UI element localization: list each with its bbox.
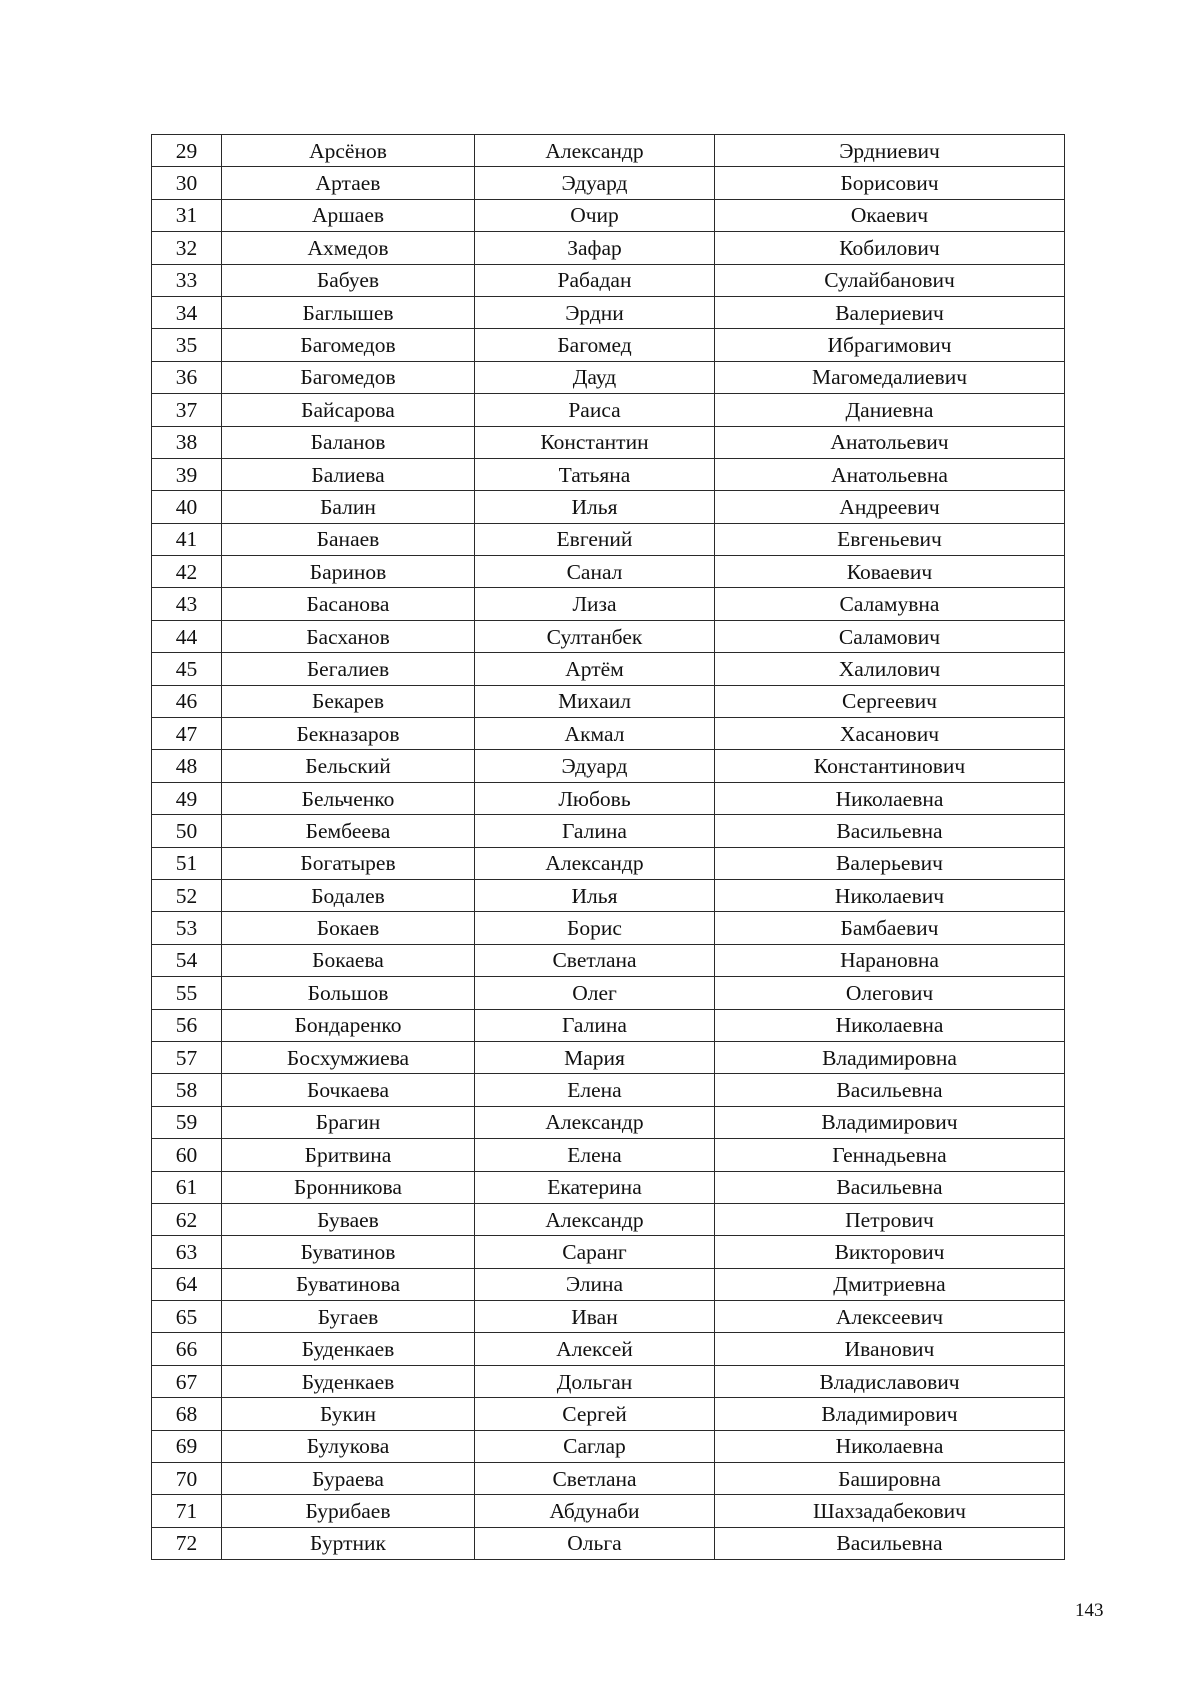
row-number-cell: 70 [152,1463,222,1495]
patronymic-cell: Анатольевна [715,458,1065,490]
table-row [152,1268,1065,1300]
row-number-cell: 63 [152,1236,222,1268]
last-name-cell: Бураева [222,1463,475,1495]
table-row [152,847,1065,879]
patronymic-cell: Владиславович [715,1365,1065,1397]
patronymic-cell: Хасанович [715,718,1065,750]
row-number-cell: 53 [152,912,222,944]
first-name-cell: Абдунаби [475,1495,715,1527]
table-row [152,815,1065,847]
table-row [152,1041,1065,1073]
table-row [152,718,1065,750]
last-name-cell: Бурибаев [222,1495,475,1527]
table-row [152,1527,1065,1559]
first-name-cell: Санал [475,556,715,588]
first-name-cell: Иван [475,1301,715,1333]
page-number: 143 [1075,1600,1104,1621]
table-row [152,394,1065,426]
table-row [152,264,1065,296]
table-row [152,1301,1065,1333]
row-number-cell: 67 [152,1365,222,1397]
patronymic-cell: Бамбаевич [715,912,1065,944]
first-name-cell: Татьяна [475,458,715,490]
patronymic-cell: Васильевна [715,1074,1065,1106]
patronymic-cell: Шахзадабекович [715,1495,1065,1527]
last-name-cell: Балиева [222,458,475,490]
row-number-cell: 31 [152,199,222,231]
last-name-cell: Бабуев [222,264,475,296]
table-row [152,556,1065,588]
first-name-cell: Александр [475,1106,715,1138]
row-number-cell: 39 [152,458,222,490]
patronymic-cell: Анатольевич [715,426,1065,458]
row-number-cell: 58 [152,1074,222,1106]
first-name-cell: Елена [475,1139,715,1171]
patronymic-cell: Викторович [715,1236,1065,1268]
first-name-cell: Эдуард [475,750,715,782]
table-row [152,782,1065,814]
last-name-cell: Бельченко [222,782,475,814]
first-name-cell: Акмал [475,718,715,750]
names-table [151,134,1065,1560]
last-name-cell: Бондаренко [222,1009,475,1041]
first-name-cell: Мария [475,1041,715,1073]
patronymic-cell: Константинович [715,750,1065,782]
last-name-cell: Бекарев [222,685,475,717]
first-name-cell: Султанбек [475,620,715,652]
patronymic-cell: Саламович [715,620,1065,652]
patronymic-cell: Владимирович [715,1398,1065,1430]
first-name-cell: Рабадан [475,264,715,296]
table-row [152,1365,1065,1397]
first-name-cell: Саранг [475,1236,715,1268]
table-row [152,653,1065,685]
first-name-cell: Сергей [475,1398,715,1430]
patronymic-cell: Николаевич [715,879,1065,911]
table-row [152,1495,1065,1527]
row-number-cell: 59 [152,1106,222,1138]
last-name-cell: Буртник [222,1527,475,1559]
row-number-cell: 57 [152,1041,222,1073]
last-name-cell: Баланов [222,426,475,458]
last-name-cell: Баринов [222,556,475,588]
patronymic-cell: Николаевна [715,1009,1065,1041]
last-name-cell: Багомедов [222,361,475,393]
first-name-cell: Елена [475,1074,715,1106]
last-name-cell: Басханов [222,620,475,652]
first-name-cell: Эрдни [475,296,715,328]
first-name-cell: Галина [475,1009,715,1041]
patronymic-cell: Петрович [715,1203,1065,1235]
table-row [152,1009,1065,1041]
row-number-cell: 36 [152,361,222,393]
last-name-cell: Буденкаев [222,1333,475,1365]
first-name-cell: Евгений [475,523,715,555]
table-row [152,750,1065,782]
last-name-cell: Бекназаров [222,718,475,750]
row-number-cell: 44 [152,620,222,652]
table-row [152,232,1065,264]
patronymic-cell: Халилович [715,653,1065,685]
first-name-cell: Константин [475,426,715,458]
last-name-cell: Бритвина [222,1139,475,1171]
table-row [152,329,1065,361]
table-row [152,944,1065,976]
last-name-cell: Буденкаев [222,1365,475,1397]
last-name-cell: Буватинов [222,1236,475,1268]
table-row [152,1171,1065,1203]
table-row [152,912,1065,944]
table-row [152,1430,1065,1462]
row-number-cell: 50 [152,815,222,847]
first-name-cell: Раиса [475,394,715,426]
row-number-cell: 33 [152,264,222,296]
table-row [152,523,1065,555]
last-name-cell: Аршаев [222,199,475,231]
row-number-cell: 65 [152,1301,222,1333]
table-row [152,1074,1065,1106]
patronymic-cell: Андреевич [715,491,1065,523]
row-number-cell: 30 [152,167,222,199]
table-row [152,1463,1065,1495]
patronymic-cell: Сулайбанович [715,264,1065,296]
row-number-cell: 54 [152,944,222,976]
row-number-cell: 51 [152,847,222,879]
row-number-cell: 46 [152,685,222,717]
row-number-cell: 47 [152,718,222,750]
first-name-cell: Дауд [475,361,715,393]
patronymic-cell: Коваевич [715,556,1065,588]
first-name-cell: Борис [475,912,715,944]
last-name-cell: Басанова [222,588,475,620]
row-number-cell: 72 [152,1527,222,1559]
first-name-cell: Галина [475,815,715,847]
patronymic-cell: Геннадьевна [715,1139,1065,1171]
patronymic-cell: Николаевна [715,1430,1065,1462]
patronymic-cell: Владимировна [715,1041,1065,1073]
last-name-cell: Бугаев [222,1301,475,1333]
patronymic-cell: Владимирович [715,1106,1065,1138]
row-number-cell: 69 [152,1430,222,1462]
row-number-cell: 34 [152,296,222,328]
row-number-cell: 32 [152,232,222,264]
patronymic-cell: Олегович [715,977,1065,1009]
first-name-cell: Светлана [475,944,715,976]
last-name-cell: Баглышев [222,296,475,328]
table-row [152,620,1065,652]
first-name-cell: Любовь [475,782,715,814]
last-name-cell: Банаев [222,523,475,555]
last-name-cell: Букин [222,1398,475,1430]
row-number-cell: 52 [152,879,222,911]
last-name-cell: Ахмедов [222,232,475,264]
last-name-cell: Бодалев [222,879,475,911]
first-name-cell: Илья [475,491,715,523]
table-row [152,1236,1065,1268]
last-name-cell: Бочкаева [222,1074,475,1106]
table-row [152,977,1065,1009]
first-name-cell: Михаил [475,685,715,717]
table-row [152,1398,1065,1430]
row-number-cell: 55 [152,977,222,1009]
first-name-cell: Олег [475,977,715,1009]
row-number-cell: 29 [152,135,222,167]
last-name-cell: Булукова [222,1430,475,1462]
patronymic-cell: Николаевна [715,782,1065,814]
first-name-cell: Екатерина [475,1171,715,1203]
row-number-cell: 38 [152,426,222,458]
patronymic-cell: Валериевич [715,296,1065,328]
last-name-cell: Брагин [222,1106,475,1138]
row-number-cell: 64 [152,1268,222,1300]
first-name-cell: Саглар [475,1430,715,1462]
patronymic-cell: Саламувна [715,588,1065,620]
table-row [152,199,1065,231]
patronymic-cell: Евгеньевич [715,523,1065,555]
first-name-cell: Эдуард [475,167,715,199]
last-name-cell: Бронникова [222,1171,475,1203]
patronymic-cell: Башировна [715,1463,1065,1495]
last-name-cell: Бембеева [222,815,475,847]
last-name-cell: Буваев [222,1203,475,1235]
row-number-cell: 62 [152,1203,222,1235]
table-row [152,426,1065,458]
row-number-cell: 41 [152,523,222,555]
row-number-cell: 68 [152,1398,222,1430]
first-name-cell: Александр [475,135,715,167]
patronymic-cell: Васильевна [715,1171,1065,1203]
row-number-cell: 37 [152,394,222,426]
table-row [152,879,1065,911]
row-number-cell: 49 [152,782,222,814]
table-row [152,1106,1065,1138]
first-name-cell: Артём [475,653,715,685]
last-name-cell: Бокаев [222,912,475,944]
patronymic-cell: Ибрагимович [715,329,1065,361]
table-row [152,1333,1065,1365]
first-name-cell: Алексей [475,1333,715,1365]
patronymic-cell: Дмитриевна [715,1268,1065,1300]
first-name-cell: Илья [475,879,715,911]
patronymic-cell: Иванович [715,1333,1065,1365]
row-number-cell: 42 [152,556,222,588]
row-number-cell: 40 [152,491,222,523]
table-row [152,685,1065,717]
patronymic-cell: Даниевна [715,394,1065,426]
patronymic-cell: Эрдниевич [715,135,1065,167]
patronymic-cell: Васильевна [715,1527,1065,1559]
table-row [152,296,1065,328]
last-name-cell: Бокаева [222,944,475,976]
table-row [152,167,1065,199]
patronymic-cell: Магомедалиевич [715,361,1065,393]
patronymic-cell: Васильевна [715,815,1065,847]
names-table-body [152,135,1065,1560]
first-name-cell: Лиза [475,588,715,620]
last-name-cell: Буватинова [222,1268,475,1300]
first-name-cell: Ольга [475,1527,715,1559]
row-number-cell: 71 [152,1495,222,1527]
last-name-cell: Бегалиев [222,653,475,685]
patronymic-cell: Нарановна [715,944,1065,976]
last-name-cell: Босхумжиева [222,1041,475,1073]
row-number-cell: 48 [152,750,222,782]
table-row [152,135,1065,167]
first-name-cell: Очир [475,199,715,231]
table-row [152,491,1065,523]
row-number-cell: 66 [152,1333,222,1365]
patronymic-cell: Валерьевич [715,847,1065,879]
last-name-cell: Бельский [222,750,475,782]
patronymic-cell: Кобилович [715,232,1065,264]
row-number-cell: 45 [152,653,222,685]
patronymic-cell: Сергеевич [715,685,1065,717]
table-row [152,361,1065,393]
last-name-cell: Арсёнов [222,135,475,167]
table-row [152,588,1065,620]
last-name-cell: Богатырев [222,847,475,879]
patronymic-cell: Окаевич [715,199,1065,231]
last-name-cell: Большов [222,977,475,1009]
last-name-cell: Байсарова [222,394,475,426]
row-number-cell: 56 [152,1009,222,1041]
row-number-cell: 61 [152,1171,222,1203]
first-name-cell: Светлана [475,1463,715,1495]
table-row [152,458,1065,490]
last-name-cell: Артаев [222,167,475,199]
row-number-cell: 60 [152,1139,222,1171]
first-name-cell: Александр [475,1203,715,1235]
row-number-cell: 35 [152,329,222,361]
first-name-cell: Багомед [475,329,715,361]
first-name-cell: Александр [475,847,715,879]
row-number-cell: 43 [152,588,222,620]
last-name-cell: Багомедов [222,329,475,361]
first-name-cell: Зафар [475,232,715,264]
patronymic-cell: Алексеевич [715,1301,1065,1333]
last-name-cell: Балин [222,491,475,523]
first-name-cell: Дольган [475,1365,715,1397]
patronymic-cell: Борисович [715,167,1065,199]
table-row [152,1203,1065,1235]
table-row [152,1139,1065,1171]
first-name-cell: Элина [475,1268,715,1300]
